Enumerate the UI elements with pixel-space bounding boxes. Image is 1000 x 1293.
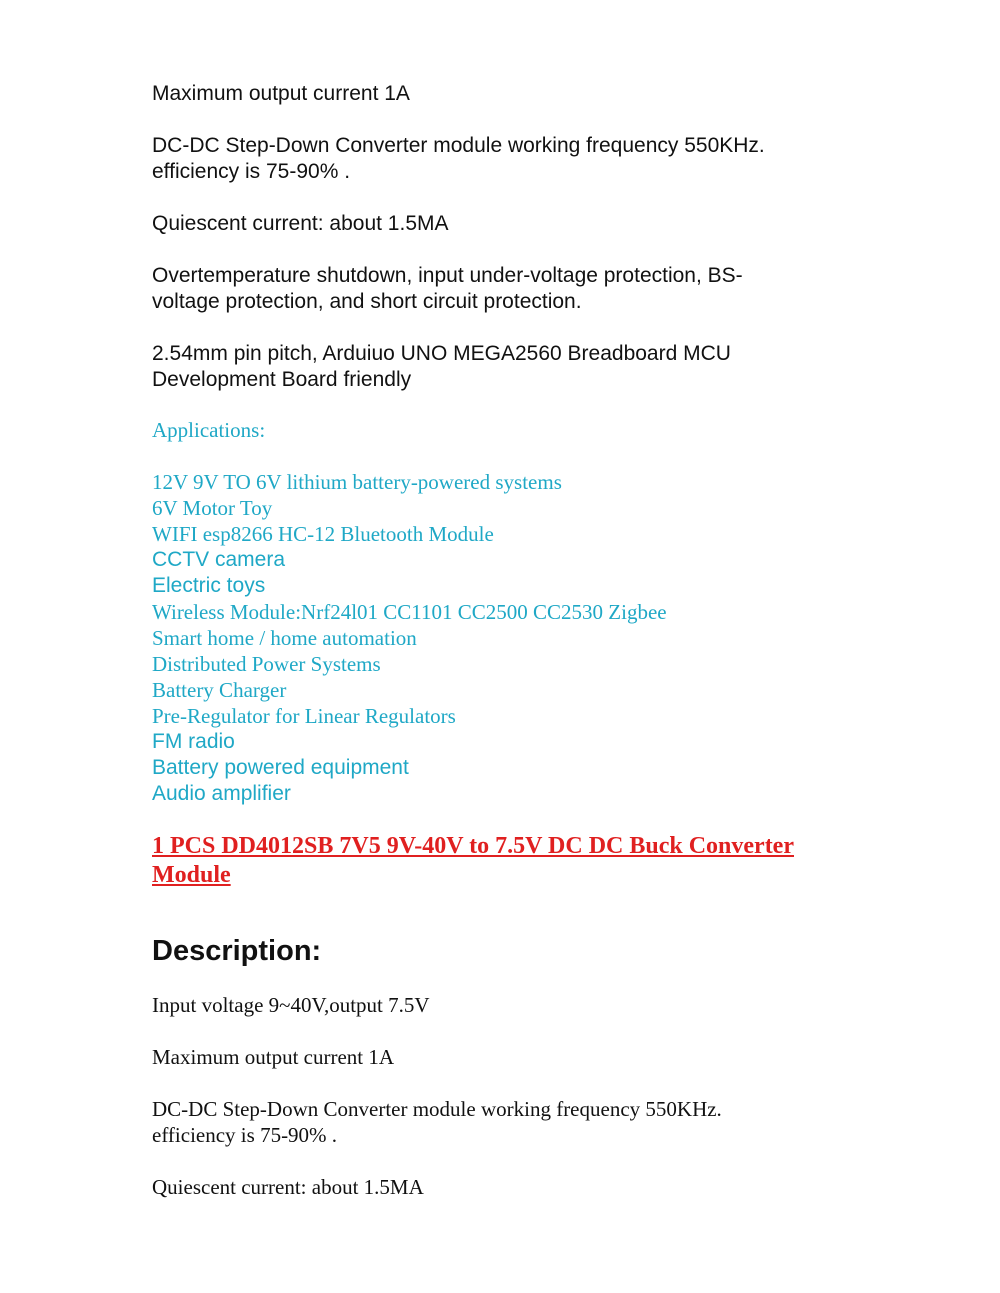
list-item: WIFI esp8266 HC-12 Bluetooth Module (152, 522, 494, 546)
description-line: efficiency is 75-90% . (152, 1123, 338, 1147)
list-item: Audio amplifier (152, 782, 291, 805)
applications-list (152, 469, 667, 807)
list-item: Smart home / home automation (152, 626, 417, 650)
description-quiescent (152, 1174, 424, 1200)
list-item: Battery Charger (152, 678, 287, 702)
list-item: Pre-Regulator for Linear Regulators (152, 704, 456, 728)
feature-line: Quiescent current: about 1.5MA (152, 212, 449, 235)
description-line: Quiescent current: about 1.5MA (152, 1175, 424, 1199)
feature-line: 2.54mm pin pitch, Arduiuo UNO MEGA2560 Breadboard MCU (152, 342, 731, 365)
feature-line: Maximum output current 1A (152, 82, 410, 105)
description-line: Maximum output current 1A (152, 1045, 395, 1069)
description-max-current (152, 1044, 394, 1070)
list-item: CCTV camera (152, 548, 286, 571)
description-line: DC-DC Step-Down Converter module working frequency 550KHz. (152, 1097, 722, 1121)
product-link[interactable]: 1 PCS DD4012SB 7V5 9V-40V to 7.5V DC DC Buck Converter Module (152, 833, 794, 888)
description-line: Input voltage 9~40V,output 7.5V (152, 993, 430, 1017)
list-item: Battery powered equipment (152, 756, 409, 779)
feature-line: DC-DC Step-Down Converter module working frequency 550KHz. (152, 134, 765, 157)
feature-line: efficiency is 75-90% . (152, 160, 351, 183)
feature-pin-pitch (152, 341, 731, 393)
feature-line: Overtemperature shutdown, input under-voltage protection, BS- (152, 264, 743, 287)
feature-frequency (152, 133, 765, 185)
list-item: Wireless Module:Nrf24l01 CC1101 CC2500 CC2530 Zigbee (152, 600, 667, 624)
list-item: Distributed Power Systems (152, 652, 381, 676)
list-item: FM radio (152, 730, 235, 753)
list-item: 12V 9V TO 6V lithium battery-powered systems (152, 470, 562, 494)
applications-title: Applications: (152, 418, 266, 442)
feature-quiescent (152, 211, 449, 237)
list-item: Electric toys (152, 574, 266, 597)
description-input-voltage (152, 992, 430, 1018)
feature-max-current (152, 81, 410, 107)
description-frequency (152, 1096, 722, 1148)
feature-line: Development Board friendly (152, 368, 412, 391)
feature-protection (152, 263, 743, 315)
feature-line: voltage protection, and short circuit protection. (152, 290, 582, 313)
description-heading: Description: (152, 935, 322, 967)
list-item: 6V Motor Toy (152, 496, 273, 520)
